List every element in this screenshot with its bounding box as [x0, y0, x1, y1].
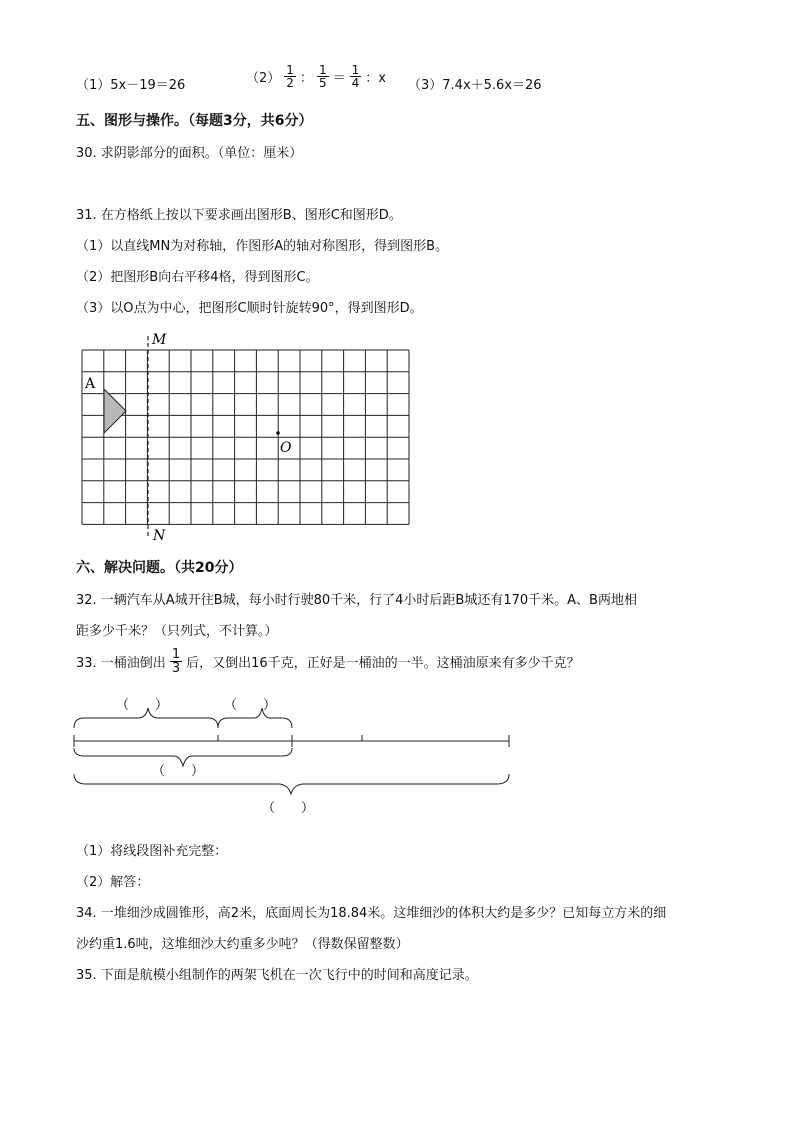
equation-2-label: （2）	[246, 71, 281, 86]
label-a: A	[85, 376, 96, 392]
question-33-part-1: （1）将线段图补充完整：	[76, 844, 228, 859]
section-6-heading: 六、解决问题。（共20分）	[76, 560, 243, 576]
bracket-label-1: （ ）	[116, 698, 169, 713]
equation-3: （3）7.4x＋5.6x＝26	[408, 78, 542, 93]
fraction-numerator: 1	[171, 647, 181, 662]
question-33-suffix: 后，又倒出16千克，正好是一桶油的一半。这桶油原来有多少千克？	[186, 656, 580, 671]
question-30: 30. 求阴影部分的面积。（单位：厘米）	[76, 146, 303, 161]
bottom-brace-whole	[74, 774, 509, 794]
question-33	[76, 648, 580, 675]
ratio-tail: ：x	[365, 71, 386, 86]
line-segment-diagram	[66, 690, 526, 820]
equation-2	[246, 64, 386, 89]
question-31-part-2: （2）把图形B向右平移4格，得到图形C。	[76, 270, 319, 285]
fraction-fifth	[317, 64, 329, 89]
question-31-part-1: （1）以直线MN为对称轴，作图形A的轴对称图形，得到图形B。	[76, 239, 449, 254]
question-35: 35. 下面是航模小组制作的两架飞机在一次飞行中的时间和高度记录。	[76, 968, 478, 983]
equation-1: （1）5x－19＝26	[76, 78, 186, 93]
grid-lines	[82, 350, 409, 524]
fraction-third	[170, 648, 182, 675]
question-31-part-3: （3）以O点为中心，把图形C顺时针旋转90°，得到图形D。	[76, 301, 423, 316]
fraction-numerator: 1	[286, 63, 294, 77]
label-o: O	[280, 440, 292, 456]
bracket-label-2: （ ）	[224, 698, 277, 713]
shape-a	[104, 389, 126, 433]
fraction-half	[284, 64, 296, 89]
point-o	[276, 431, 280, 435]
fraction-denominator: 4	[351, 76, 360, 90]
question-33-part-2: （2）解答：	[76, 875, 150, 890]
question-32-line-1: 32. 一辆汽车从A城开往B城，每小时行驶80千米，行了4小时后距B城还有170千米。A、B两地相	[76, 593, 637, 608]
bracket-label-3: （ ）	[152, 764, 205, 779]
section-5-heading: 五、图形与操作。（每题3分，共6分）	[76, 113, 313, 129]
equals-sign: ＝	[332, 71, 346, 86]
fraction-denominator: 5	[318, 76, 327, 90]
question-31: 31. 在方格纸上按以下要求画出图形B、图形C和图形D。	[76, 208, 402, 223]
ratio-colon: ：	[299, 71, 313, 86]
question-34-line-1: 34. 一堆细沙成圆锥形，高2米，底面周长为18.84米。这堆细沙的体积大约是多少？已知每立方米的细	[76, 906, 667, 921]
fraction-denominator: 3	[171, 661, 181, 676]
fraction-quarter	[350, 64, 362, 89]
label-m: M	[152, 332, 167, 348]
grid-figure	[70, 328, 420, 546]
question-33-prefix: 33. 一桶油倒出	[76, 656, 166, 671]
question-34-line-2: 沙约重1.6吨，这堆细沙大约重多少吨？（得数保留整数）	[76, 937, 409, 952]
bracket-label-4: （ ）	[262, 801, 315, 816]
question-32-line-2: 距多少千米？（只列式，不计算。）	[76, 624, 278, 639]
fraction-numerator: 1	[318, 63, 327, 77]
label-n: N	[153, 528, 166, 544]
fraction-denominator: 2	[286, 76, 294, 90]
fraction-numerator: 1	[351, 63, 360, 77]
